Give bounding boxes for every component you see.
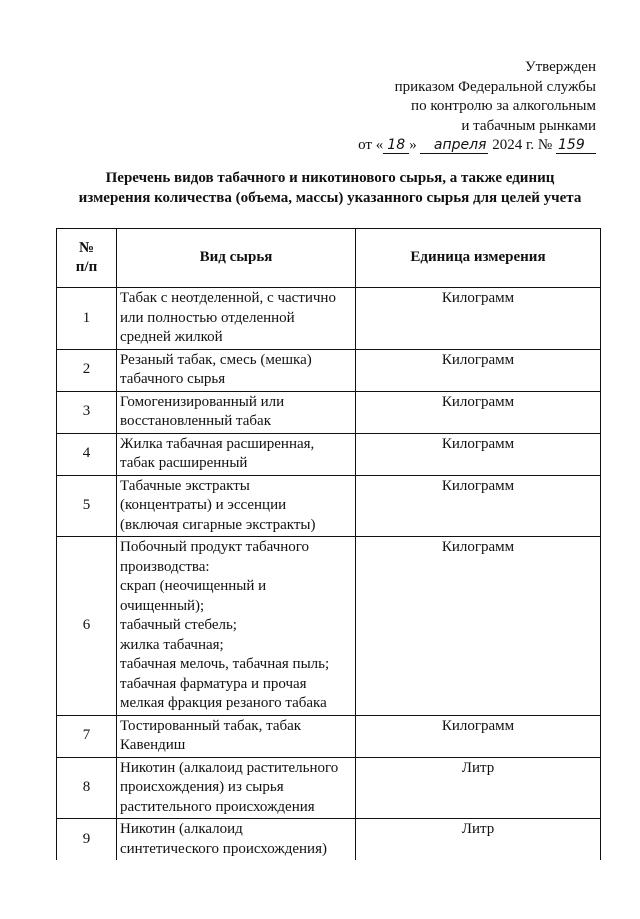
header-num-abbrev: п/п	[75, 259, 98, 275]
row-number: 9	[57, 819, 117, 861]
approval-line: Утвержден	[524, 59, 596, 75]
kind-line: Табак с неотделенной, с частично	[120, 290, 336, 306]
row-unit: Килограмм	[356, 288, 601, 350]
row-kind	[117, 537, 356, 716]
table-row	[57, 537, 601, 716]
kind-line: табачный стебель;	[120, 617, 237, 633]
kind-line: табачная фарматура и прочая	[120, 675, 307, 692]
table-row	[57, 288, 601, 350]
row-number: 7	[57, 715, 117, 757]
table-row	[57, 433, 601, 475]
row-unit: Килограмм	[356, 349, 601, 391]
table-row	[57, 349, 601, 391]
row-number: 2	[57, 349, 117, 391]
kind-line: Табачные экстракты	[120, 477, 250, 494]
date-mid: »	[409, 137, 417, 153]
kind-line: (включая сигарные экстракты)	[120, 516, 316, 533]
date-month-handwritten: апреля	[420, 138, 488, 154]
row-unit: Литр	[356, 819, 601, 861]
title-line-2: измерения количества (объема, массы) указанного сырья для целей учета	[78, 190, 582, 206]
kind-line: Никотин (алкалоид	[120, 821, 243, 837]
table-header-row	[57, 229, 601, 288]
table-row	[57, 819, 601, 861]
kind-line: Резаный табак, смесь (мешка)	[120, 351, 312, 368]
row-number: 1	[57, 288, 117, 350]
document-title	[40, 168, 620, 208]
row-number: 4	[57, 433, 117, 475]
header-unit: Единица измерения	[356, 229, 601, 288]
date-day-handwritten: 18	[383, 138, 409, 154]
kind-line: средней жилкой	[120, 329, 223, 345]
kind-line: Тостированный табак, табак	[120, 717, 302, 734]
row-unit: Килограмм	[356, 475, 601, 537]
kind-line: или полностью отделенной	[120, 309, 295, 326]
order-number-handwritten: 159	[556, 138, 596, 154]
row-kind	[117, 715, 356, 757]
row-number: 8	[57, 757, 117, 819]
kind-line: Гомогенизированный или	[120, 393, 285, 410]
date-year: 2024 г. №	[492, 137, 553, 153]
row-kind	[117, 819, 356, 861]
kind-line: восстановленный табак	[120, 413, 272, 429]
kind-line: очищенный);	[120, 597, 205, 614]
approval-line: приказом Федеральной службы	[394, 78, 596, 95]
approval-line: по контролю за алкогольным	[411, 98, 596, 114]
row-unit: Килограмм	[356, 391, 601, 433]
table-row	[57, 757, 601, 819]
kind-line: Кавендиш	[120, 737, 186, 753]
kind-line: Побочный продукт табачного	[120, 539, 310, 555]
row-kind	[117, 349, 356, 391]
date-prefix: от «	[358, 137, 384, 153]
row-unit: Килограмм	[356, 433, 601, 475]
kind-line: Жилка табачная расширенная,	[120, 435, 315, 452]
kind-line: происхождения) из сырья	[120, 779, 284, 795]
table-row	[57, 475, 601, 537]
header-num-symbol: №	[78, 239, 95, 256]
table-row	[57, 391, 601, 433]
row-unit: Литр	[356, 757, 601, 819]
row-number: 6	[57, 537, 117, 716]
row-kind	[117, 391, 356, 433]
approval-date-line	[358, 136, 596, 156]
kind-line: табачного сырья	[120, 371, 226, 387]
table-body	[57, 288, 601, 861]
kind-line: (концентраты) и эссенции	[120, 497, 287, 513]
row-kind	[117, 288, 356, 350]
kind-line: Никотин (алкалоид растительного	[120, 759, 339, 776]
row-kind	[117, 757, 356, 819]
header-kind: Вид сырья	[117, 229, 356, 288]
row-number: 5	[57, 475, 117, 537]
kind-line: жилка табачная;	[120, 636, 224, 653]
header-num	[57, 229, 117, 288]
row-kind	[117, 475, 356, 537]
row-kind	[117, 433, 356, 475]
approval-line: и табачным рынками	[461, 117, 596, 134]
kind-line: мелкая фракция резаного табака	[120, 695, 327, 711]
kind-line: растительного происхождения	[120, 798, 315, 815]
raw-materials-table	[56, 228, 601, 860]
title-line-1: Перечень видов табачного и никотинового сырья, а также единиц	[105, 170, 555, 186]
row-unit: Килограмм	[356, 537, 601, 716]
table-row	[57, 715, 601, 757]
row-unit: Килограмм	[356, 715, 601, 757]
kind-line: синтетического происхождения)	[120, 840, 327, 857]
kind-line: производства:	[120, 558, 210, 575]
kind-line: скрап (неочищенный и	[120, 578, 267, 594]
row-number: 3	[57, 391, 117, 433]
approval-block	[358, 58, 596, 156]
kind-line: табак расширенный	[120, 455, 248, 471]
kind-line: табачная мелочь, табачная пыль;	[120, 656, 330, 672]
